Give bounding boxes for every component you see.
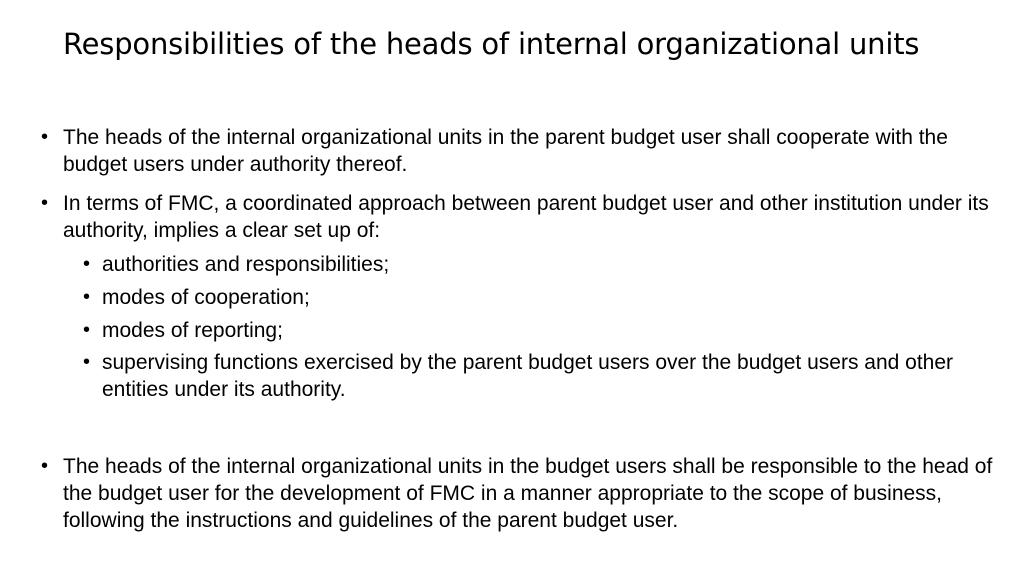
bullet-text: The heads of the internal organizational units in the parent budget user shall cooperate with the budget users under authority thereof.: [63, 126, 948, 176]
sub-bullet-text: modes of cooperation;: [102, 286, 310, 309]
slide-title: Responsibilities of the heads of internal organizational units: [63, 27, 920, 61]
sub-bullet-text: modes of reporting;: [102, 319, 283, 342]
bullet-dot-icon: •: [41, 455, 49, 477]
bullet-dot-icon: •: [83, 319, 91, 341]
bullet-dot-icon: •: [41, 126, 49, 148]
bullet-dot-icon: •: [83, 351, 91, 373]
bullet-item: [41, 124, 998, 178]
sub-bullet-item: [83, 317, 997, 344]
sub-bullet-text: supervising functions exercised by the parent budget users over the budget users and other entities under its authority.: [102, 351, 954, 401]
sub-bullet-text: authorities and responsibilities;: [102, 253, 390, 276]
sub-bullet-item: [83, 284, 997, 311]
bullet-item: [41, 190, 998, 244]
bullet-dot-icon: •: [83, 253, 91, 275]
bullet-item: [41, 453, 998, 534]
sub-bullet-item: [83, 349, 997, 403]
bullet-text: In terms of FMC, a coordinated approach between parent budget user and other institution under its authority, implies a clear set up of:: [63, 192, 989, 242]
bullet-dot-icon: •: [83, 286, 91, 308]
bullet-dot-icon: •: [41, 192, 49, 214]
sub-bullet-item: [83, 251, 997, 278]
bullet-text: The heads of the internal organizational units in the budget users shall be responsible to the head of the budget user for the development of FMC in a manner appropriate to the scope of business, following the instructions and guidelines of the parent budget user.: [63, 455, 993, 532]
